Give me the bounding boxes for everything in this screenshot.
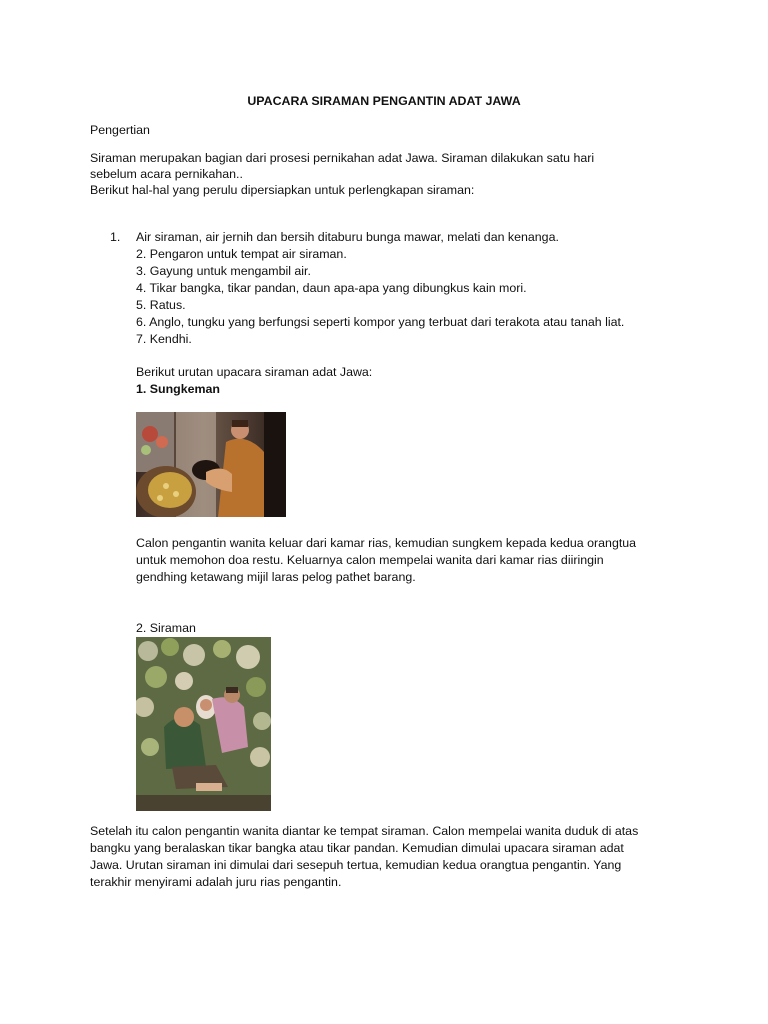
intro-line-2: sebelum acara pernikahan.. (90, 167, 243, 181)
list-item: 6. Anglo, tungku yang berfungsi seperti kompor yang terbuat dari terakota atau tanah liat. (136, 315, 625, 329)
list-item: 7. Kendhi. (136, 332, 192, 346)
step2-heading: 2. Siraman (136, 621, 196, 635)
sequence-intro: Berikut urutan upacara siraman adat Jawa: (136, 365, 373, 379)
list-item: Air siraman, air jernih dan bersih ditaburu bunga mawar, melati dan kenanga. (136, 230, 559, 244)
section-heading: Pengertian (90, 123, 150, 137)
step2-line-2: bangku yang beralaskan tikar bangka atau tikar pandan. Kemudian dimulai upacara siraman adat (90, 841, 624, 855)
intro-line-1: Siraman merupakan bagian dari prosesi pernikahan adat Jawa. Siraman dilakukan satu hari (90, 151, 595, 165)
step2-line-4: terakhir menyirami adalah juru rias pengantin. (90, 875, 342, 889)
step1-line-2: untuk memohon doa restu. Keluarnya calon mempelai wanita dari kamar rias diiringin (136, 553, 604, 567)
step2-line-3: Jawa. Urutan siraman ini dimulai dari sesepuh tertua, kemudian kedua orangtua pengantin. Yang (90, 858, 622, 872)
sungkeman-photo (136, 412, 286, 517)
intro-line-3: Berikut hal-hal yang perulu dipersiapkan untuk perlengkapan siraman: (90, 183, 475, 197)
document-title: UPACARA SIRAMAN PENGANTIN ADAT JAWA (247, 94, 521, 108)
step2-line-1: Setelah itu calon pengantin wanita diantar ke tempat siraman. Calon mempelai wanita duduk di atas (90, 824, 639, 838)
step1-heading: 1. Sungkeman (136, 382, 221, 396)
step1-line-1: Calon pengantin wanita keluar dari kamar rias, kemudian sungkem kepada kedua orangtua (136, 536, 637, 550)
list-item: 3. Gayung untuk mengambil air. (136, 264, 311, 278)
list-item: 5. Ratus. (136, 298, 186, 312)
list-number: 1. (110, 230, 121, 244)
list-item: 4. Tikar bangka, tikar pandan, daun apa-apa yang dibungkus kain mori. (136, 281, 527, 295)
list-item: 2. Pengaron untuk tempat air siraman. (136, 247, 347, 261)
siraman-photo (136, 637, 271, 811)
step1-line-3: gendhing ketawang mijil laras pelog pathet barang. (136, 570, 416, 584)
